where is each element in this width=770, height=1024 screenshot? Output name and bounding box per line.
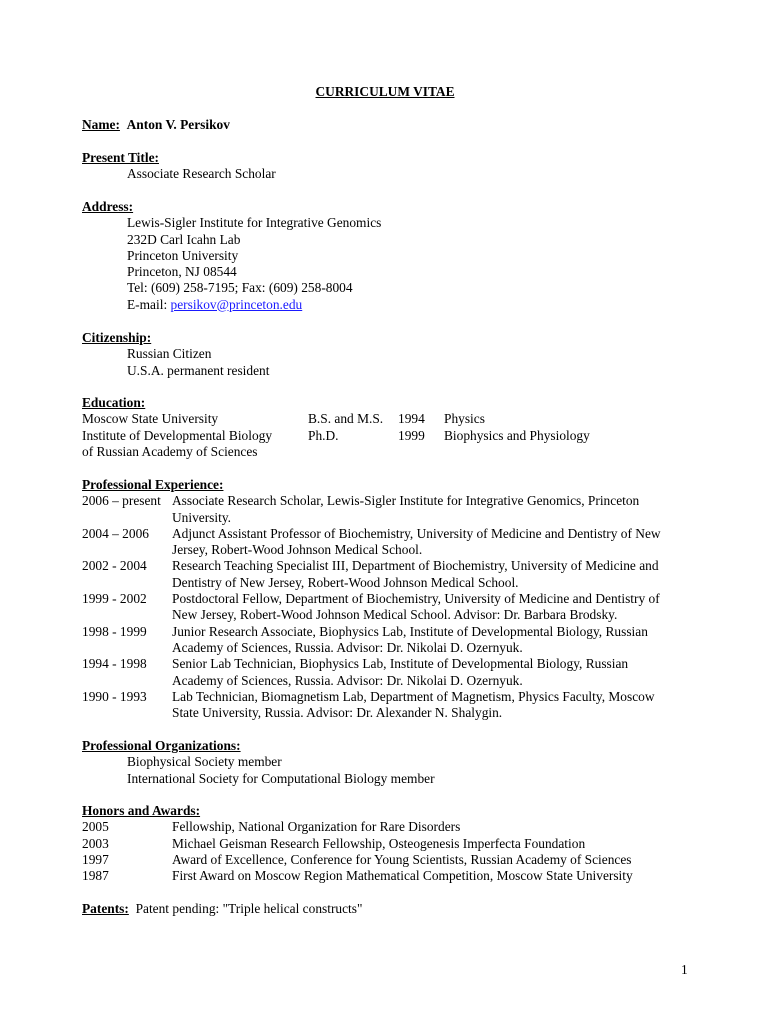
experience-line: University. (172, 509, 232, 525)
address-heading: Address: (82, 199, 134, 214)
honors-section (82, 803, 692, 884)
education-year: 1994 (398, 411, 425, 427)
citizenship-section (82, 330, 692, 379)
experience-dates: 2006 – present (82, 493, 161, 509)
education-section (82, 395, 692, 460)
patents-value: Patent pending: "Triple helical constructs" (135, 901, 363, 916)
experience-section (82, 477, 692, 721)
email-link[interactable]: persikov@princeton.edu (170, 296, 303, 312)
honor-text: First Award on Moscow Region Mathematical Competition, Moscow State University (172, 868, 633, 884)
experience-dates: 1994 - 1998 (82, 656, 147, 672)
name-label: Name: (82, 117, 120, 132)
education-row (82, 428, 692, 444)
experience-item (82, 526, 692, 559)
honor-item (82, 836, 692, 852)
experience-description (172, 493, 692, 526)
experience-line: Jersey, Robert-Wood Johnson Medical School. (172, 542, 423, 558)
experience-line: Junior Research Associate, Biophysics Lab, Institute of Developmental Biology, Russian (172, 623, 648, 639)
experience-line: Lab Technician, Biomagnetism Lab, Department of Magnetism, Physics Faculty, Moscow (172, 688, 655, 704)
experience-item (82, 591, 692, 624)
address-line: 232D Carl Icahn Lab (127, 231, 241, 247)
document-title: CURRICULUM VITAE (315, 84, 455, 99)
experience-heading: Professional Experience: (82, 477, 224, 492)
email-label: E-mail: (127, 296, 171, 312)
experience-item (82, 656, 692, 689)
address-line: Lewis-Sigler Institute for Integrative Genomics (127, 215, 382, 231)
organization-line: Biophysical Society member (127, 754, 282, 770)
experience-line: New Jersey, Robert-Wood Johnson Medical School. Advisor: Dr. Barbara Brodsky. (172, 607, 618, 623)
honor-year: 1997 (82, 851, 109, 867)
patents-label: Patents: (82, 901, 129, 916)
citizenship-heading: Citizenship: (82, 330, 152, 345)
page-number: 1 (681, 962, 688, 977)
honor-year: 1987 (82, 868, 109, 884)
honor-year: 2005 (82, 819, 109, 835)
name-section (82, 117, 692, 133)
experience-line: Postdoctoral Fellow, Department of Biochemistry, University of Medicine and Dentistry of (172, 591, 660, 607)
honor-item (82, 819, 692, 835)
experience-dates: 1998 - 1999 (82, 623, 147, 639)
education-row (82, 411, 692, 427)
education-institution: Moscow State University (82, 411, 219, 427)
experience-item (82, 558, 692, 591)
experience-line: Adjunct Assistant Professor of Biochemistry, University of Medicine and Dentistry of New (172, 525, 661, 541)
experience-line: Dentistry of New Jersey, Robert-Wood Johnson Medical School. (172, 574, 519, 590)
honor-year: 2003 (82, 835, 109, 851)
experience-line: Research Teaching Specialist III, Department of Biochemistry, University of Medicine and (172, 558, 659, 574)
experience-item (82, 689, 692, 722)
address-section (82, 199, 692, 313)
education-row (82, 444, 692, 460)
address-line: Princeton University (127, 247, 239, 263)
experience-line: Senior Lab Technician, Biophysics Lab, Institute of Developmental Biology, Russian (172, 656, 629, 672)
citizenship-line: U.S.A. permanent resident (127, 362, 270, 378)
education-institution: of Russian Academy of Sciences (82, 443, 258, 459)
experience-dates: 2004 – 2006 (82, 525, 149, 541)
education-degree: Ph.D. (308, 427, 339, 443)
present-title-value: Associate Research Scholar (127, 166, 276, 182)
experience-dates: 2002 - 2004 (82, 558, 147, 574)
present-title-heading: Present Title: (82, 150, 159, 165)
honor-text: Award of Excellence, Conference for Young Scientists, Russian Academy of Sciences (172, 851, 632, 867)
education-year: 1999 (398, 427, 425, 443)
organizations-heading: Professional Organizations: (82, 738, 241, 753)
honor-text: Fellowship, National Organization for Rare Disorders (172, 819, 461, 835)
phone-fax-line: Tel: (609) 258-7195; Fax: (609) 258-8004 (127, 280, 353, 296)
experience-line: Academy of Sciences, Russia. Advisor: Dr. Nikolai D. Ozernyuk. (172, 672, 523, 688)
patents-section (82, 901, 692, 917)
experience-description (172, 526, 692, 559)
experience-line: State University, Russia. Advisor: Dr. Alexander N. Shalygin. (172, 705, 503, 721)
experience-item (82, 493, 692, 526)
email-line (127, 297, 692, 313)
address-line: Princeton, NJ 08544 (127, 264, 237, 280)
experience-line: Academy of Sciences, Russia. Advisor: Dr. Nikolai D. Ozernyuk. (172, 639, 523, 655)
citizenship-line: Russian Citizen (127, 346, 212, 362)
organizations-section (82, 738, 692, 787)
experience-description (172, 656, 692, 689)
experience-description (172, 558, 692, 591)
honor-text: Michael Geisman Research Fellowship, Osteogenesis Imperfecta Foundation (172, 835, 586, 851)
education-degree: B.S. and M.S. (308, 411, 384, 427)
education-institution: Institute of Developmental Biology (82, 427, 273, 443)
experience-description (172, 624, 692, 657)
education-field: Biophysics and Physiology (444, 427, 590, 443)
honors-heading: Honors and Awards: (82, 803, 201, 818)
present-title-section (82, 150, 692, 183)
experience-description (172, 591, 692, 624)
experience-dates: 1990 - 1993 (82, 688, 147, 704)
education-heading: Education: (82, 395, 146, 410)
honor-item (82, 868, 692, 884)
organization-line: International Society for Computational Biology member (127, 770, 435, 786)
honor-item (82, 852, 692, 868)
experience-item (82, 624, 692, 657)
name-value: Anton V. Persikov (126, 117, 230, 132)
experience-description (172, 689, 692, 722)
experience-line: Associate Research Scholar, Lewis-Sigler Institute for Integrative Genomics, Princeton (172, 493, 640, 509)
education-field: Physics (444, 411, 485, 427)
experience-dates: 1999 - 2002 (82, 591, 147, 607)
